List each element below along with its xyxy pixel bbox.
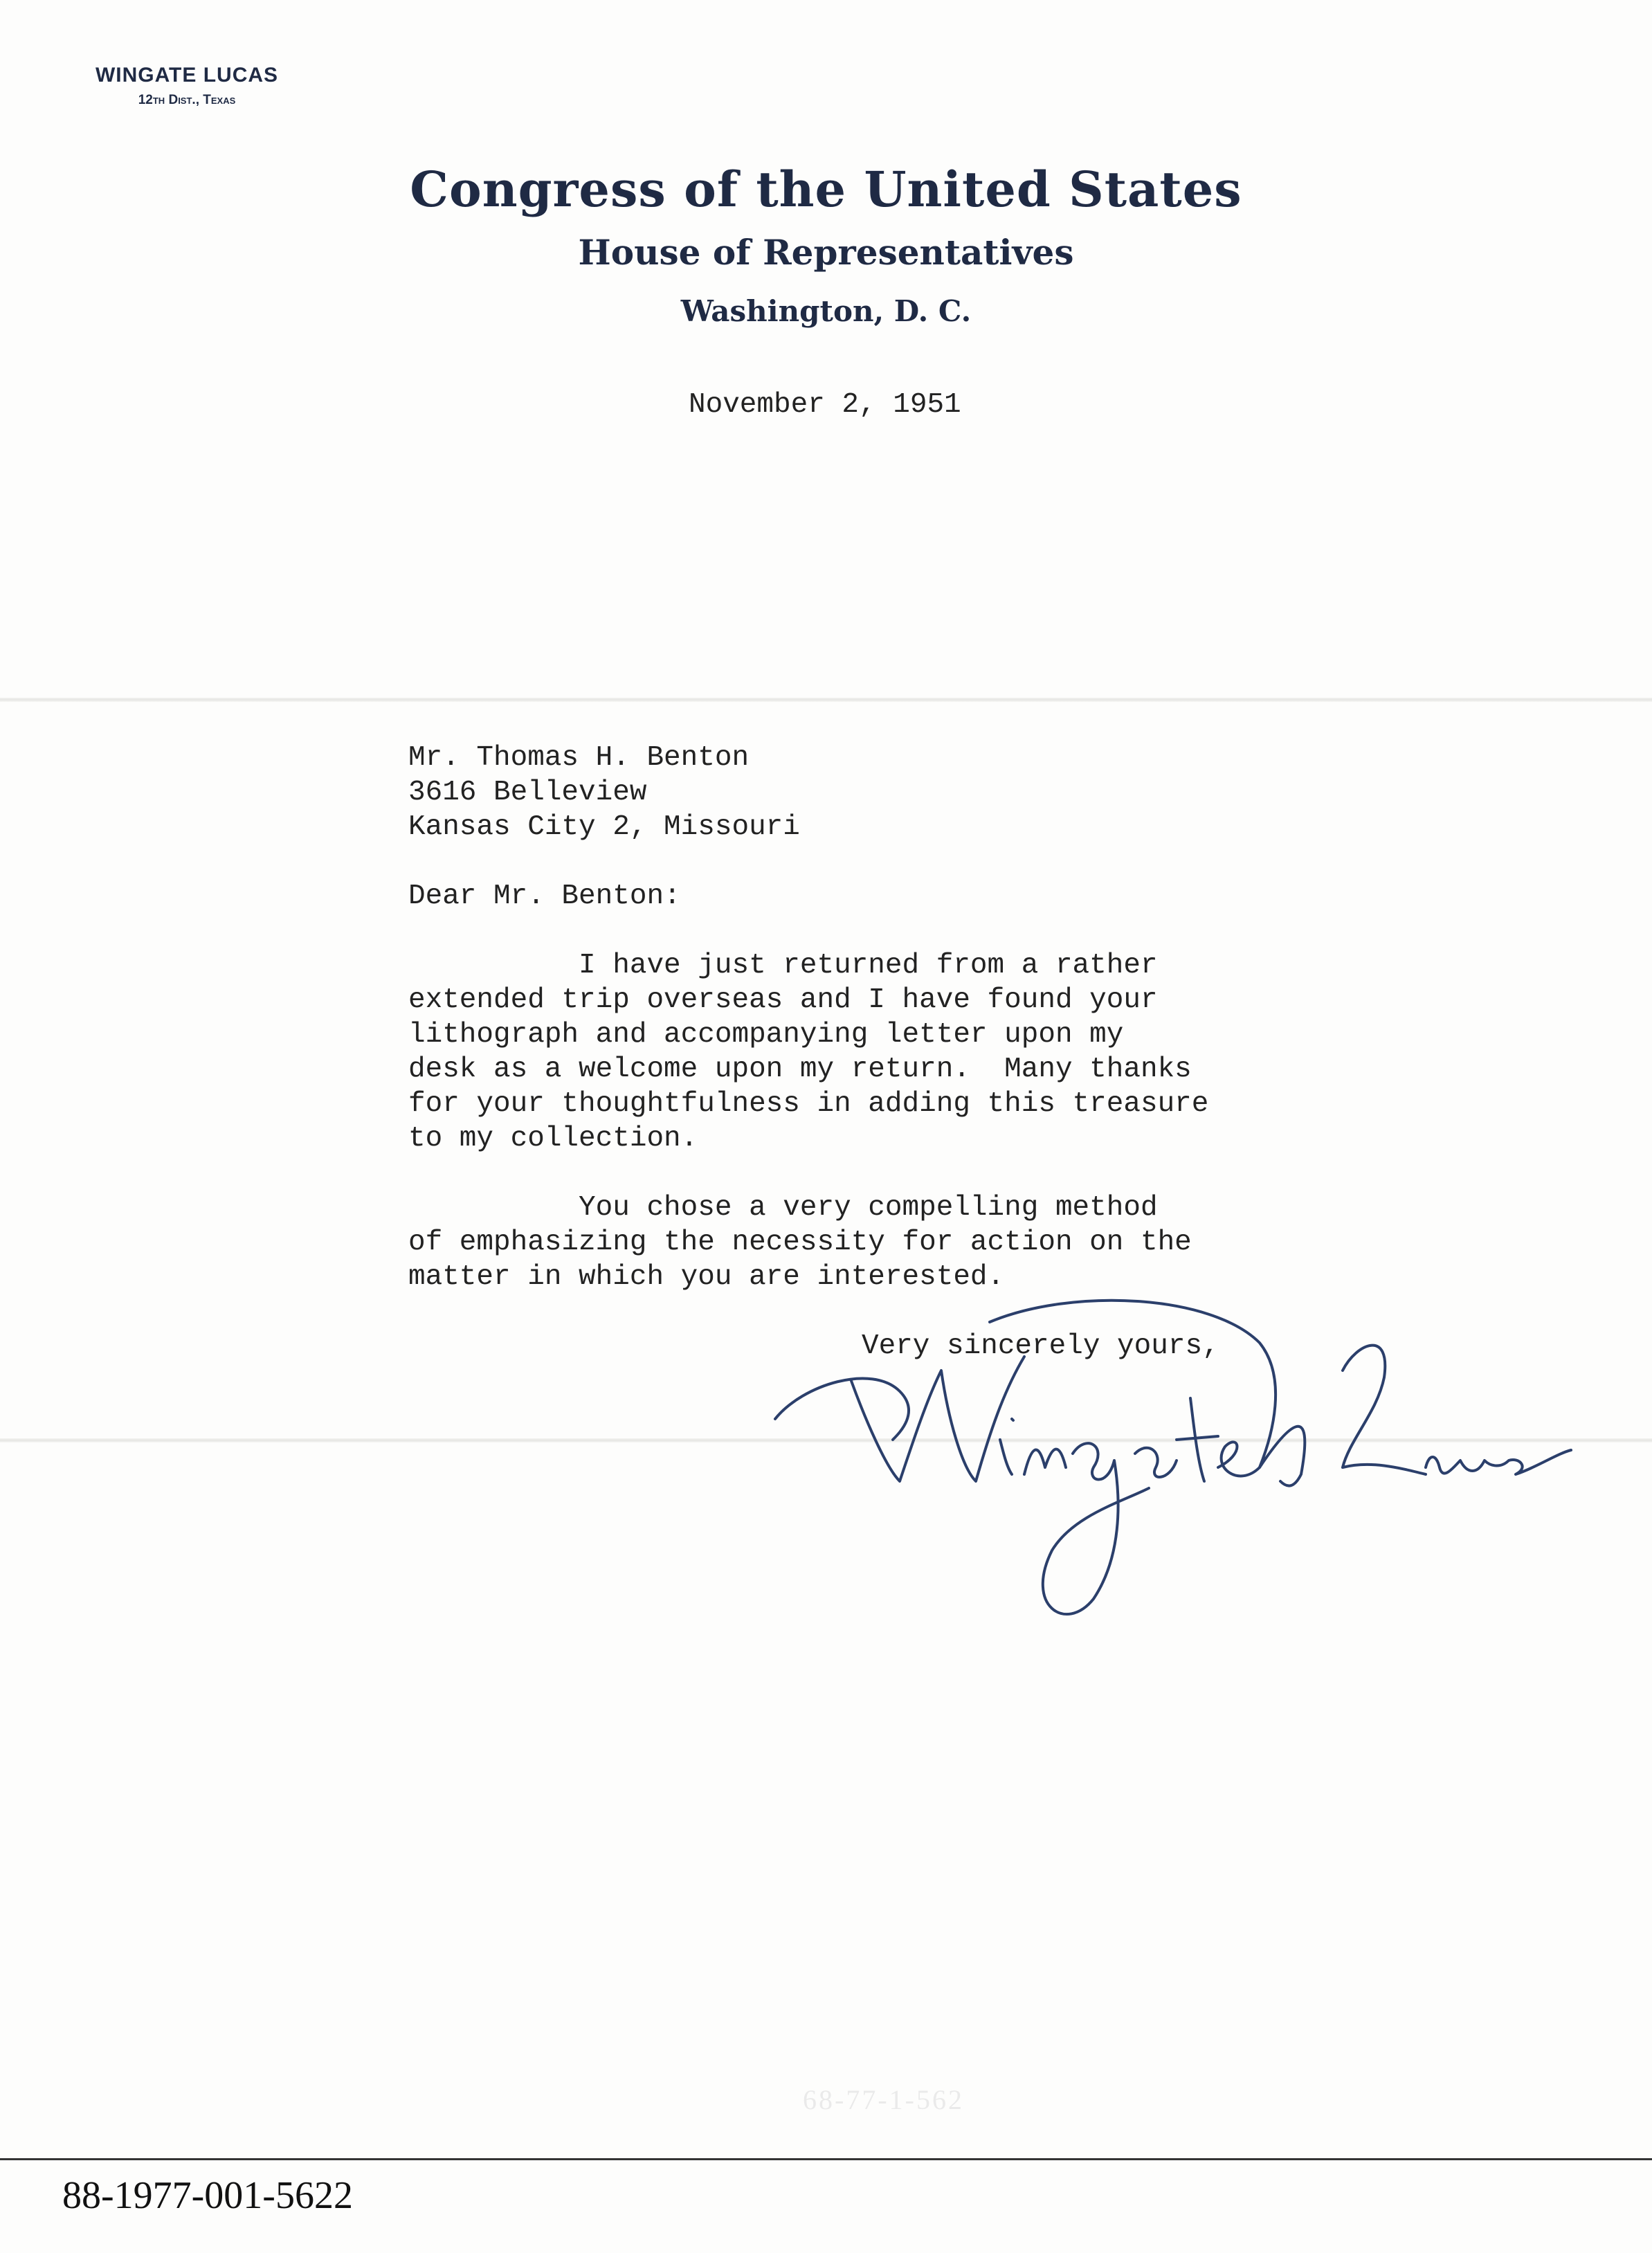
address-line-city: Kansas City 2, Missouri: [408, 811, 800, 843]
letterhead-house: House of Representatives: [578, 232, 1074, 273]
closing: Very sincerely yours,: [862, 1330, 1219, 1362]
handwritten-signature: [761, 1260, 1592, 1620]
faint-archive-stamp: 68-77-1-562: [803, 2084, 964, 2115]
body-paragraph-1: I have just returned from a rather extended trip overseas and I have found your lithograph and accompanying letter upon my desk as a welcome upon my return. Many thanks for your thoughtfulness in adding this treasure to my collection.: [408, 950, 1209, 1155]
salutation: Dear Mr. Benton:: [408, 880, 681, 912]
letter-date: November 2, 1951: [689, 389, 961, 421]
accession-number: 88-1977-001-5622: [62, 2174, 353, 2217]
letterhead-city: Washington, D. C.: [680, 294, 972, 328]
signature-text: Wingate H. Lucas: [1170, 1616, 1183, 1617]
sender-district: 12th Dist., Texas: [138, 93, 236, 107]
accession-rule: [0, 2158, 1652, 2160]
address-line-name: Mr. Thomas H. Benton: [408, 742, 750, 774]
fold-crease-top: [0, 698, 1652, 702]
sender-name: WINGATE LUCAS: [95, 64, 279, 87]
address-line-street: 3616 Belleview: [408, 777, 647, 808]
letterhead-congress: Congress of the United States: [410, 161, 1242, 218]
body-paragraph-2: You chose a very compelling method of emphasizing the necessity for action on the matter in which you are interested.: [408, 1192, 1192, 1293]
